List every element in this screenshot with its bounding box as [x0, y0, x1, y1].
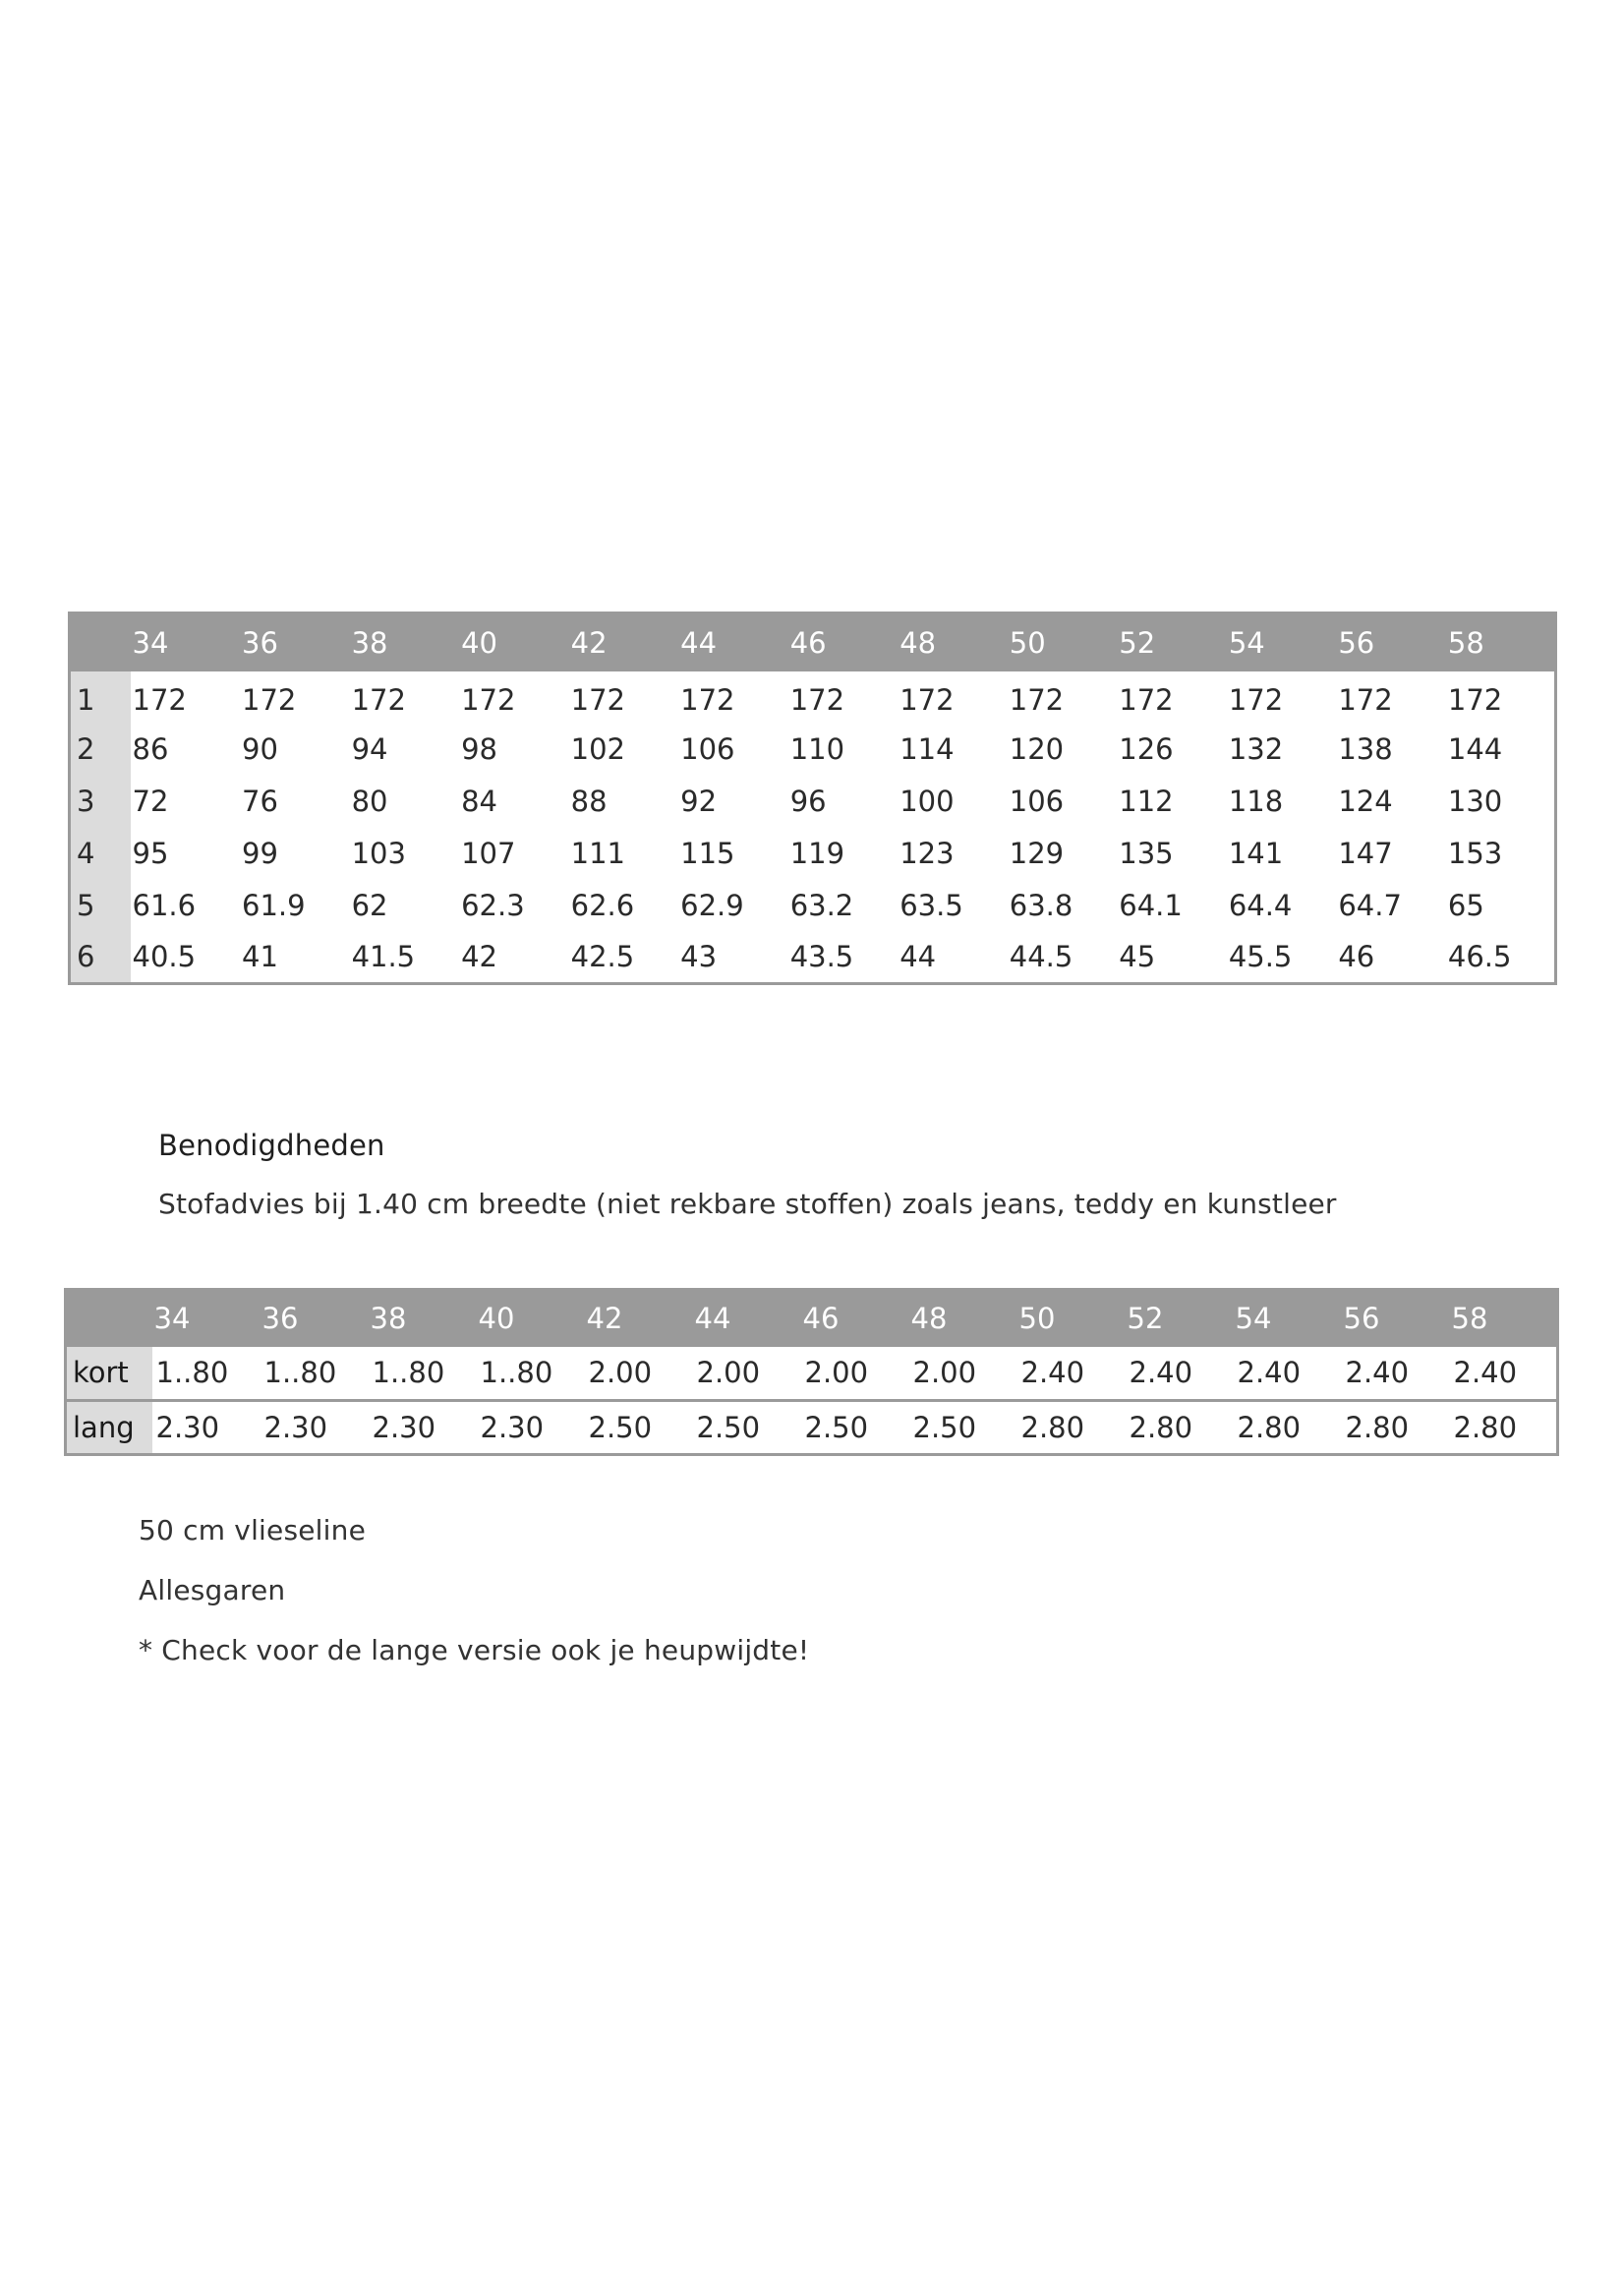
- size-table-cell: 98: [461, 732, 497, 766]
- size-table-cell: 123: [899, 837, 955, 870]
- size-table-corner: [70, 613, 131, 671]
- fabric-table-cell: 2.50: [909, 1401, 1017, 1455]
- size-table-cell: 46.5: [1447, 940, 1512, 974]
- size-table-cell: 115: [680, 837, 735, 870]
- size-table-cell: 138: [1338, 732, 1393, 766]
- fabric-advice-text: Stofadvies bij 1.40 cm breedte (niet rekbare stoffen) zoals jeans, teddy en kunstleer: [158, 1188, 1337, 1220]
- size-table-cell: 63.5: [899, 889, 963, 922]
- size-table-cell: 112: [1119, 785, 1174, 818]
- size-table-cell: 172: [1119, 683, 1174, 717]
- fabric-table-cell: 2.80: [1450, 1401, 1558, 1455]
- fabric-table-cell: 2.80: [1126, 1401, 1234, 1455]
- size-table-cell: 118: [1228, 785, 1284, 818]
- fabric-table-cell: 2.80: [1234, 1401, 1342, 1455]
- size-table-cell: 62.9: [680, 889, 744, 922]
- fabric-table-cell: 2.40: [1129, 1356, 1193, 1390]
- size-table-row-label: 2: [70, 724, 131, 776]
- size-table-row-label: 6: [70, 932, 131, 984]
- fabric-table-cell: 2.30: [369, 1401, 477, 1455]
- fabric-table-size-header: 44: [694, 1302, 731, 1336]
- size-table-cell: 107: [461, 837, 516, 870]
- size-table-size-header: 44: [680, 625, 718, 660]
- size-table-row-label: 1: [70, 671, 131, 724]
- fabric-table-cell: 2.50: [801, 1401, 909, 1455]
- size-table-cell: 44: [899, 940, 937, 974]
- size-table-cell: 99: [242, 837, 278, 870]
- size-table-size-header: 50: [1009, 625, 1046, 660]
- size-table-row-label: 4: [70, 828, 131, 880]
- size-table-cell: 42.5: [570, 940, 635, 974]
- size-table-cell: 141: [1228, 837, 1284, 870]
- size-table-row-label: 5: [70, 880, 131, 932]
- fabric-table-size-header: 54: [1235, 1302, 1272, 1336]
- size-table-cell: 172: [351, 683, 406, 717]
- fabric-table-size-header: 56: [1343, 1302, 1380, 1336]
- size-table-cell: 88: [570, 785, 608, 818]
- fabric-table: [64, 1288, 1559, 1456]
- fabric-table-row-label: kort: [66, 1347, 152, 1401]
- size-table-cell: 65: [1447, 889, 1484, 922]
- size-table-body: [70, 671, 1556, 984]
- size-table-row: [70, 776, 1556, 828]
- size-table-cell: 63.2: [789, 889, 854, 922]
- fabric-table-size-header: 38: [370, 1302, 407, 1336]
- fabric-table-cell: 1..80: [480, 1356, 553, 1390]
- size-table-cell: 44.5: [1009, 940, 1073, 974]
- fabric-table-size-header: 58: [1451, 1302, 1488, 1336]
- size-table-cell: 129: [1009, 837, 1065, 870]
- size-table-cell: 172: [789, 683, 845, 717]
- size-table-cell: 130: [1447, 785, 1503, 818]
- size-table-row: [70, 828, 1556, 880]
- size-table-cell: 172: [1447, 683, 1503, 717]
- note-hip-check: * Check voor de lange versie ook je heupwijdte!: [139, 1634, 810, 1666]
- size-table-size-header: 40: [461, 625, 497, 660]
- size-table-cell: 114: [899, 732, 955, 766]
- fabric-table-cell: 2.30: [261, 1401, 369, 1455]
- size-table-cell: 64.4: [1228, 889, 1293, 922]
- note-thread: Allesgaren: [139, 1574, 286, 1606]
- fabric-table-cell: 2.80: [1342, 1401, 1450, 1455]
- fabric-table-header-row: [66, 1290, 1558, 1347]
- fabric-table-row: [66, 1401, 1558, 1455]
- fabric-table-size-header: 34: [153, 1302, 191, 1336]
- size-table-cell: 103: [351, 837, 406, 870]
- size-table-cell: 61.9: [242, 889, 306, 922]
- fabric-table-cell: 2.30: [477, 1401, 585, 1455]
- size-table-cell: 45: [1119, 940, 1156, 974]
- size-table-cell: 172: [1009, 683, 1065, 717]
- size-table-cell: 62: [351, 889, 388, 922]
- size-table-cell: 42: [461, 940, 497, 974]
- note-interfacing: 50 cm vlieseline: [139, 1514, 367, 1546]
- fabric-table-cell: 2.30: [152, 1401, 261, 1455]
- size-table-row: [70, 671, 1556, 724]
- size-table-cell: 102: [570, 732, 625, 766]
- fabric-table-size-header: 40: [478, 1302, 515, 1336]
- size-table-cell: 172: [1338, 683, 1393, 717]
- size-table-cell: 111: [570, 837, 625, 870]
- fabric-table-cell: 2.40: [1237, 1356, 1302, 1390]
- size-table-cell: 172: [899, 683, 955, 717]
- size-table-cell: 144: [1447, 732, 1503, 766]
- fabric-table-size-header: 46: [802, 1302, 840, 1336]
- fabric-table-cell: 2.00: [912, 1356, 977, 1390]
- size-table-cell: 64.1: [1119, 889, 1183, 922]
- size-table-cell: 61.6: [132, 889, 197, 922]
- size-table-cell: 46: [1338, 940, 1375, 974]
- size-table-cell: 76: [242, 785, 278, 818]
- size-table-cell: 72: [132, 785, 169, 818]
- size-table-cell: 62.3: [461, 889, 525, 922]
- size-table-size-header: 42: [570, 625, 608, 660]
- size-table-cell: 96: [789, 785, 827, 818]
- size-table-size-header: 54: [1228, 625, 1265, 660]
- size-table-cell: 172: [242, 683, 297, 717]
- size-table-cell: 135: [1119, 837, 1174, 870]
- size-table-size-header: 46: [789, 625, 827, 660]
- size-table-cell: 80: [351, 785, 388, 818]
- size-table-cell: 90: [242, 732, 278, 766]
- fabric-table-row: [66, 1347, 1558, 1401]
- size-table-row: [70, 932, 1556, 984]
- fabric-table-cell: 2.50: [585, 1401, 693, 1455]
- size-table-row-label: 3: [70, 776, 131, 828]
- size-table-cell: 45.5: [1228, 940, 1293, 974]
- fabric-table-size-header: 42: [586, 1302, 623, 1336]
- size-table-header-row: [70, 613, 1556, 671]
- size-table: [68, 612, 1557, 985]
- fabric-table-cell: 2.40: [1453, 1356, 1518, 1390]
- size-table-cell: 95: [132, 837, 169, 870]
- size-table-cell: 41: [242, 940, 278, 974]
- fabric-table-cell: 2.40: [1345, 1356, 1410, 1390]
- size-table-size-header: 48: [899, 625, 937, 660]
- size-table-cell: 94: [351, 732, 388, 766]
- size-table-cell: 43: [680, 940, 718, 974]
- size-table-cell: 63.8: [1009, 889, 1073, 922]
- size-table-cell: 132: [1228, 732, 1284, 766]
- fabric-table-size-header: 36: [261, 1302, 299, 1336]
- size-table-size-header: 52: [1119, 625, 1156, 660]
- size-table-cell: 172: [680, 683, 735, 717]
- size-table-cell: 64.7: [1338, 889, 1402, 922]
- size-table-cell: 40.5: [132, 940, 197, 974]
- size-table-cell: 43.5: [789, 940, 854, 974]
- size-table-cell: 153: [1447, 837, 1503, 870]
- size-table-row: [70, 880, 1556, 932]
- size-table-cell: 119: [789, 837, 845, 870]
- size-table-size-header: 58: [1447, 625, 1484, 660]
- size-table-cell: 172: [570, 683, 625, 717]
- fabric-table-corner: [66, 1290, 152, 1347]
- size-table-cell: 126: [1119, 732, 1174, 766]
- size-table-cell: 100: [899, 785, 955, 818]
- size-table-size-header: 34: [132, 625, 169, 660]
- size-table-cell: 147: [1338, 837, 1393, 870]
- fabric-table-size-header: 50: [1018, 1302, 1056, 1336]
- size-table-size-header: 38: [351, 625, 388, 660]
- size-table-cell: 84: [461, 785, 497, 818]
- fabric-table-cell: 2.00: [588, 1356, 653, 1390]
- fabric-table-cell: 1..80: [155, 1356, 229, 1390]
- fabric-table-cell: 2.00: [804, 1356, 869, 1390]
- fabric-table-row-label: lang: [66, 1401, 152, 1455]
- fabric-table-cell: 1..80: [372, 1356, 445, 1390]
- size-table-cell: 110: [789, 732, 845, 766]
- supplies-title: Benodigdheden: [158, 1129, 385, 1162]
- fabric-table-cell: 2.50: [693, 1401, 801, 1455]
- size-table-cell: 172: [1228, 683, 1284, 717]
- fabric-table-cell: 2.40: [1020, 1356, 1085, 1390]
- size-table-size-header: 36: [242, 625, 278, 660]
- size-table-size-header: 56: [1338, 625, 1375, 660]
- fabric-table-body: [66, 1347, 1558, 1455]
- fabric-table-cell: 2.00: [696, 1356, 761, 1390]
- size-table-cell: 92: [680, 785, 718, 818]
- size-table-cell: 62.6: [570, 889, 635, 922]
- fabric-table-size-header: 52: [1127, 1302, 1164, 1336]
- size-table-cell: 124: [1338, 785, 1393, 818]
- size-table-cell: 41.5: [351, 940, 416, 974]
- fabric-table-cell: 2.80: [1017, 1401, 1126, 1455]
- size-table-cell: 106: [680, 732, 735, 766]
- size-table-cell: 172: [461, 683, 516, 717]
- fabric-table-cell: 1..80: [263, 1356, 337, 1390]
- size-table-cell: 106: [1009, 785, 1065, 818]
- size-table-cell: 86: [132, 732, 169, 766]
- size-table-row: [70, 724, 1556, 776]
- fabric-table-size-header: 48: [910, 1302, 948, 1336]
- size-table-cell: 172: [132, 683, 187, 717]
- size-table-cell: 120: [1009, 732, 1065, 766]
